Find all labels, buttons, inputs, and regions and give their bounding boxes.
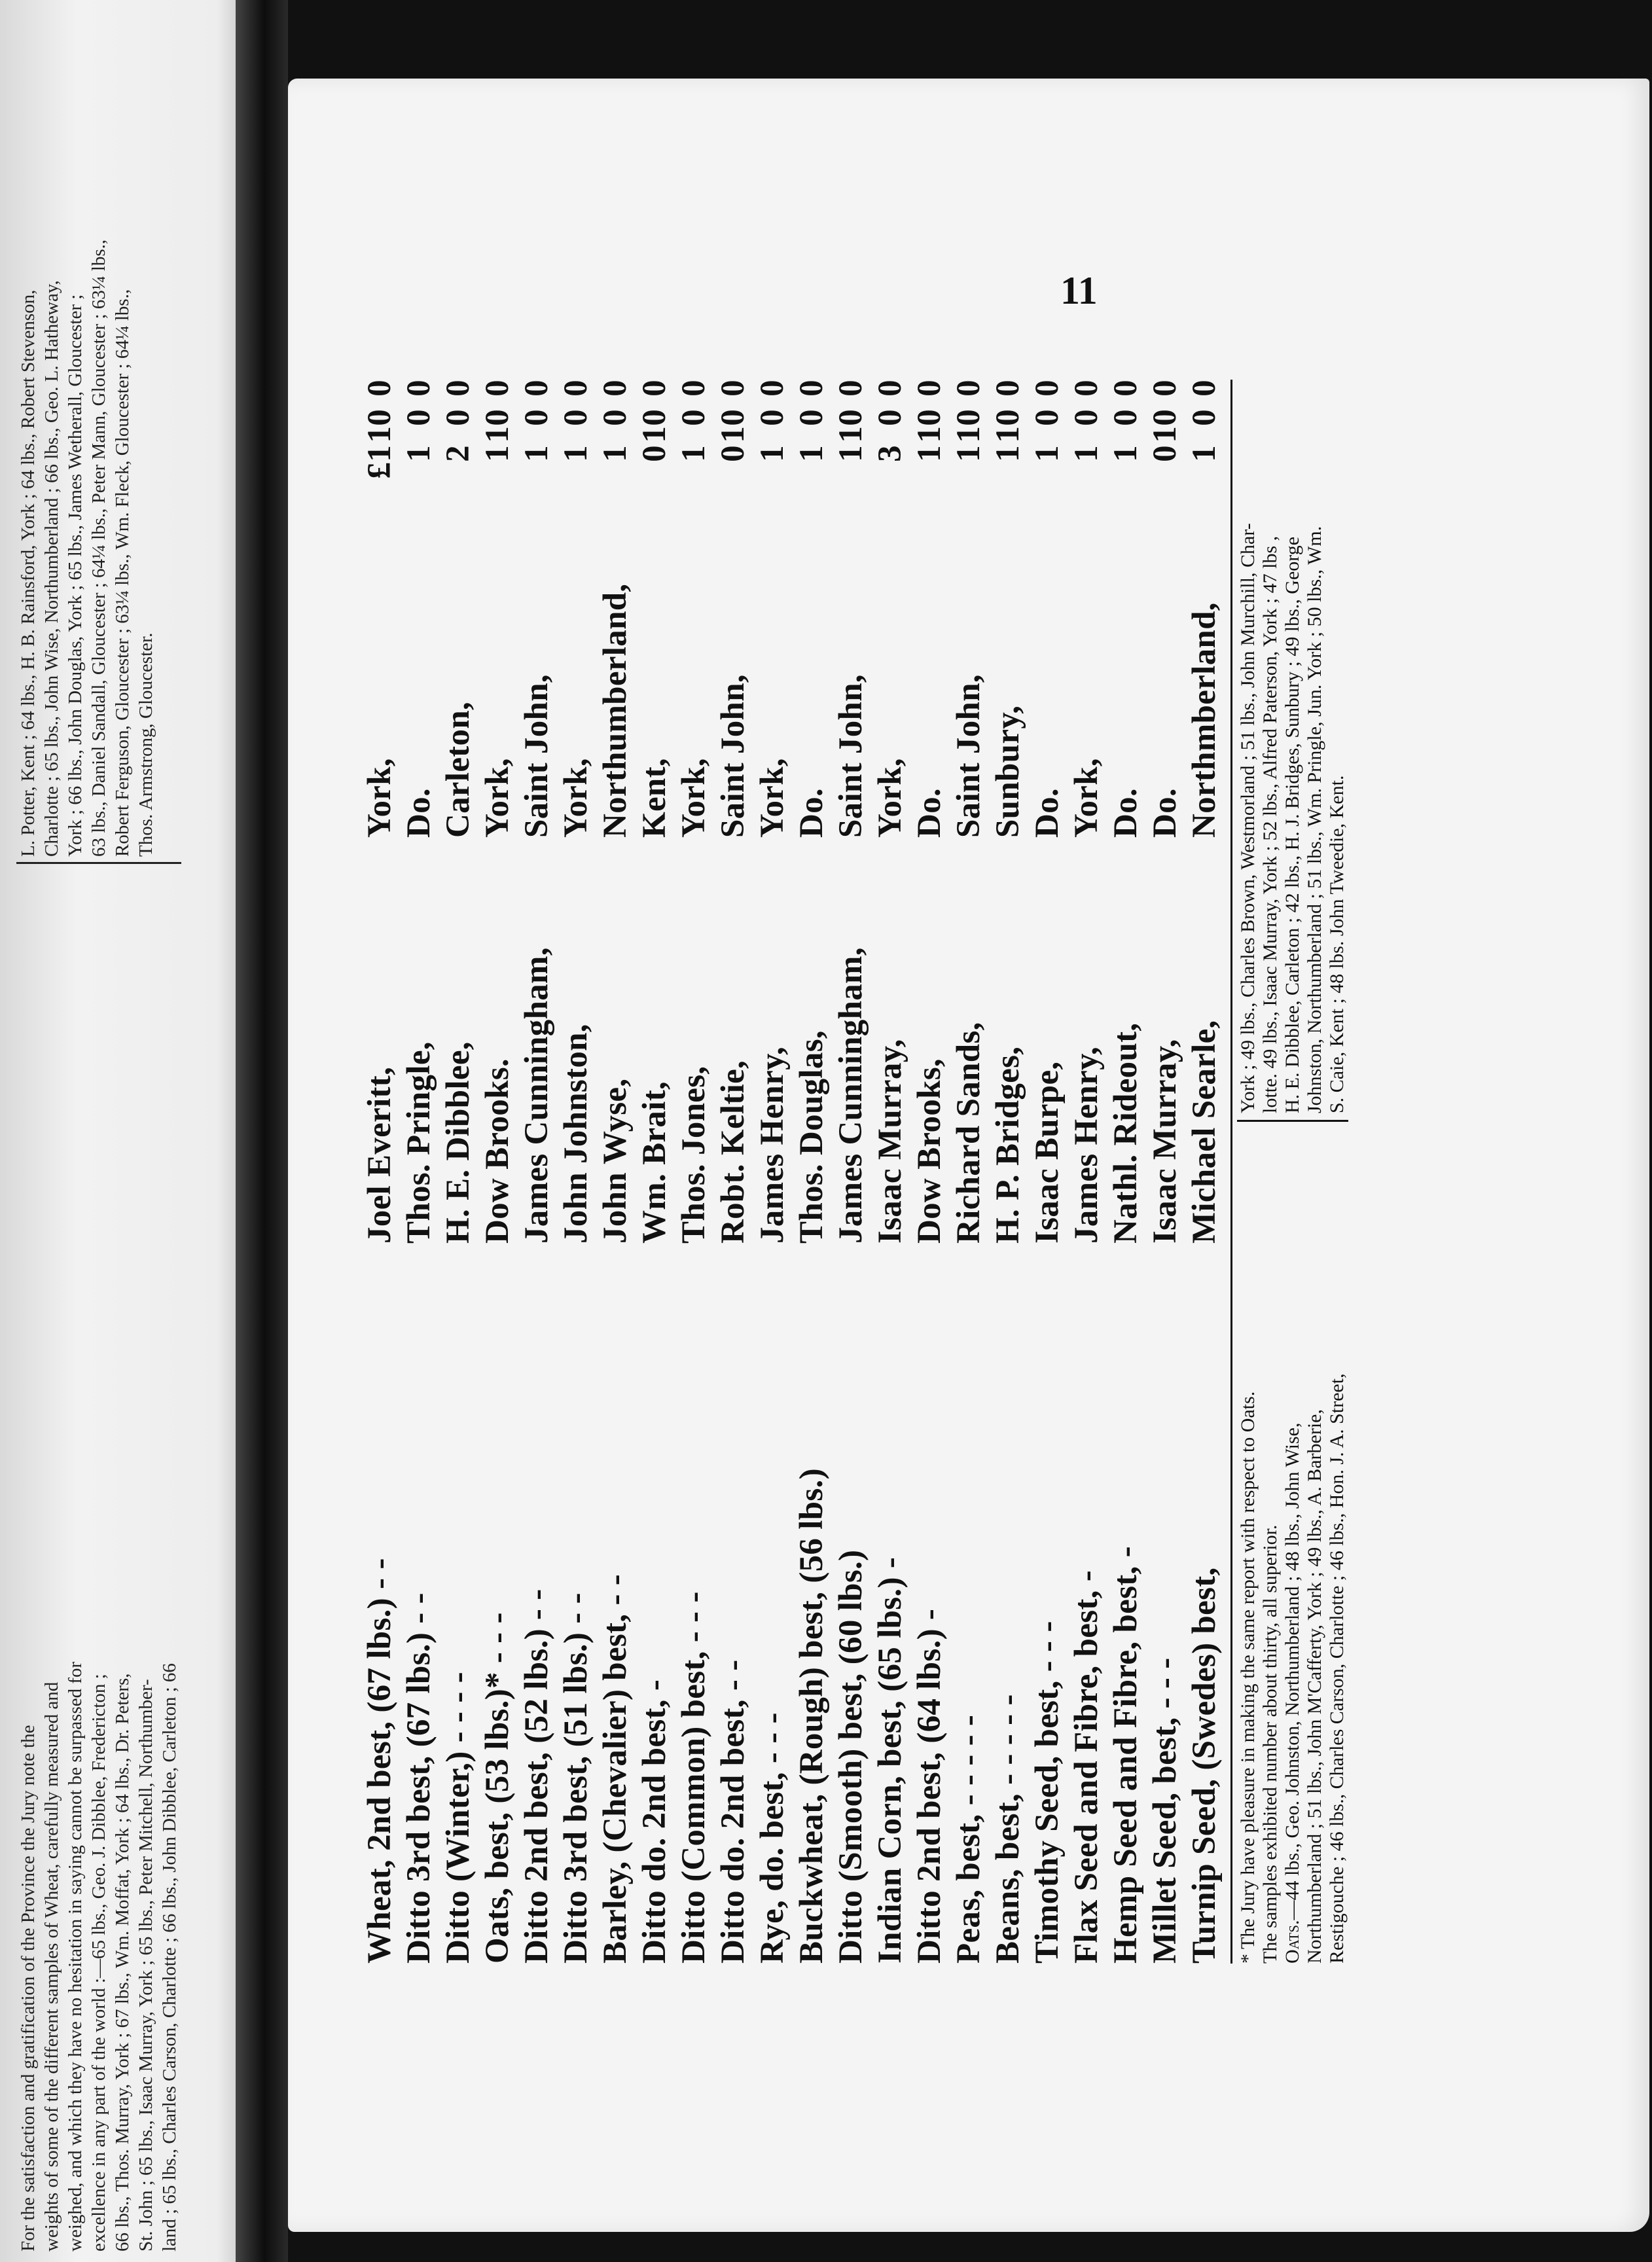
exhibitor-county: Carleton, (440, 701, 476, 838)
footnote-right (1237, 523, 1348, 1120)
exhibitor-name: H. E. Dibblee, (440, 1041, 476, 1244)
left-line: weights of some of the different samples of Wheat, carefully measured and (41, 1681, 62, 2252)
footnote-line: The samples exhibited number about thirty, all superior. (1259, 1524, 1281, 1964)
exhibitor-name: James Henry, (754, 1046, 791, 1244)
footnote-left (1237, 1120, 1348, 1964)
footnote-line: * The Jury have pleasure in making the same report with respect to Oats. (1237, 1391, 1259, 1964)
prize-amount (399, 380, 439, 491)
exhibitor-name: Wm. Brait, (636, 1081, 673, 1244)
exhibitor-name: Isaac Burpe, (1029, 1061, 1066, 1244)
left-line: York ; 66 lbs., John Douglas, York ; 65 lbs., James Wetherall, Gloucester ; (65, 294, 86, 857)
prize-shillings: 10 (636, 409, 673, 443)
prize-row (792, 380, 831, 1964)
prize-pence: 0 (479, 380, 516, 397)
prize-amount (1028, 380, 1067, 491)
prize-row (674, 380, 713, 1964)
prize-pounds: 1 (1068, 445, 1105, 462)
prize-row (399, 380, 439, 1964)
exhibit-item: Indian Corn, best, (65 lbs.) - (872, 1556, 908, 1964)
prize-amount (1145, 380, 1185, 491)
exhibitor-name: Richard Sands, (950, 1022, 987, 1244)
exhibit-item: Ditto (Winter,) - - - - (440, 1672, 476, 1964)
left-line: Thos. Armstrong, Gloucester. (135, 632, 156, 857)
footnote-line: Johnston, Northumberland ; 51 lbs., Wm. Pringle, Jun. York ; 50 lbs., Wm. (1304, 526, 1325, 1113)
left-line: For the satisfaction and gratification of the Province the Jury note the (18, 1725, 39, 2252)
exhibitor-name: James Cunningham, (518, 947, 555, 1244)
exhibitor-county: Kent, (636, 758, 673, 838)
exhibitor-county: Northmberland, (1186, 602, 1223, 838)
prize-row (1106, 380, 1145, 1964)
exhibitor-name: James Henry, (1068, 1046, 1105, 1244)
exhibitor-county: Saint John, (950, 674, 987, 838)
exhibitor-name: Thos. Jones, (675, 1066, 712, 1244)
prize-row (556, 380, 596, 1964)
exhibitor-county: Do. (911, 788, 948, 838)
prize-pounds: 1 (479, 445, 516, 462)
exhibitor-name: Joel Everitt, (361, 1066, 398, 1244)
exhibit-item: Beans, best, - - - - - (990, 1694, 1026, 1964)
exhibitor-county: Northumberland, (597, 583, 634, 838)
left-page-column-b (16, 71, 181, 864)
footnote-line: York ; 49 lbs., Charles Brown, Westmorland ; 51 lbs., John Murchill, Char- (1237, 523, 1259, 1113)
prize-row (713, 380, 753, 1964)
prize-shillings: 10 (950, 409, 987, 443)
prize-pence: 0 (1186, 380, 1223, 397)
footnote-line: Northumberland ; 51 lbs., John M'Cafferty, York ; 49 lbs., A. Barberie, (1304, 1409, 1325, 1964)
exhibit-item: Hemp Seed and Fibre, best, - (1107, 1546, 1144, 1964)
prize-pounds: £1 (361, 445, 398, 479)
exhibitor-county: Do. (401, 788, 437, 838)
prize-amount (910, 380, 949, 491)
prize-amount (988, 380, 1028, 491)
exhibitor-county: Sunbury, (990, 705, 1026, 838)
prize-shillings: 0 (518, 409, 555, 426)
exhibitor-county: Saint John, (715, 674, 751, 838)
prize-pounds: 1 (558, 445, 594, 462)
prize-pence: 0 (950, 380, 987, 397)
left-page (0, 0, 255, 2262)
left-line: land ; 65 lbs., Charles Carson, Charlotte ; 66 lbs., John Dibblee, Carleton ; 66 (159, 1663, 180, 2252)
exhibit-item: Oats, best, (53 lbs.)* - - - (479, 1612, 516, 1964)
prize-pounds: 1 (754, 445, 791, 462)
prize-amount (753, 380, 792, 491)
prize-shillings: 0 (440, 409, 476, 426)
exhibitor-name: James Cunningham, (833, 947, 869, 1244)
prize-shillings: 0 (1068, 409, 1105, 426)
exhibit-item: Millet Seed, best, - - - (1147, 1657, 1183, 1964)
left-line: St. John ; 65 lbs., Isaac Murray, York ; 65 lbs., Peter Mitchell, Northumber- (135, 1679, 156, 2252)
prize-amount (635, 380, 674, 491)
prize-pounds: 1 (1029, 445, 1066, 462)
prize-row (635, 380, 674, 1964)
prize-row (753, 380, 792, 1964)
prize-pence: 0 (675, 380, 712, 397)
exhibit-item: Ditto 3rd best, (67 lbs.) - - (401, 1592, 437, 1964)
prize-shillings: 10 (911, 409, 948, 443)
prize-amount (1106, 380, 1145, 491)
prize-pounds: 1 (401, 445, 437, 462)
page-number: 11 (1060, 269, 1098, 312)
left-line: 63 lbs., Daniel Sandall, Gloucester ; 64¼ lbs., Peter Mann, Gloucester ; 63¼ lbs., (88, 239, 109, 857)
prize-shillings: 0 (1107, 409, 1144, 426)
prize-row (831, 380, 871, 1964)
exhibit-item: Timothy Seed, best, - - - (1029, 1621, 1066, 1964)
exhibitor-name: H. P. Bridges, (990, 1046, 1026, 1244)
rotated-content (360, 340, 1348, 1964)
prize-pence: 0 (1068, 380, 1105, 397)
exhibitor-name: Nathl. Rideout, (1107, 1022, 1144, 1244)
exhibit-item: Ditto (Common) best, - - - (675, 1591, 712, 1964)
exhibit-item: Wheat, 2nd best, (67 lbs.) - - (361, 1558, 398, 1964)
exhibit-item: Ditto do. 2nd best, - - (715, 1659, 751, 1964)
prize-shillings: 0 (558, 409, 594, 426)
prize-shillings: 0 (401, 409, 437, 426)
exhibitor-county: Saint John, (833, 674, 869, 838)
exhibitor-name: Thos. Pringle, (401, 1041, 437, 1244)
exhibitor-county: York, (1068, 758, 1105, 838)
prize-amount (792, 380, 831, 491)
left-page-text (16, 0, 181, 2252)
prize-amount (1067, 380, 1106, 491)
prize-amount (674, 380, 713, 491)
prize-shillings: 10 (361, 409, 398, 443)
prize-pounds: 1 (911, 445, 948, 462)
footnote-line-text: —44 lbs., Geo. Johnston, Northumberland ; 48 lbs., John Wise, (1282, 1422, 1303, 1920)
prize-shillings: 0 (872, 409, 908, 426)
prize-pence: 0 (518, 380, 555, 397)
prize-pence: 0 (1029, 380, 1066, 397)
prize-pounds: 1 (597, 445, 634, 462)
prize-amount (1185, 380, 1224, 491)
exhibitor-name: Robt. Keltie, (715, 1060, 751, 1244)
footnote-line: S. Caie, Kent ; 48 lbs. John Tweedie, Kent. (1326, 775, 1348, 1113)
prize-shillings: 0 (597, 409, 634, 426)
prize-amount (871, 380, 910, 491)
prize-row (988, 380, 1028, 1964)
exhibit-item: Rye, do. best, - - - (754, 1712, 791, 1964)
exhibitor-county: York, (558, 758, 594, 838)
prize-row (949, 380, 988, 1964)
prize-shillings: 10 (479, 409, 516, 443)
footnote-line: lotte. 49 lbs., Isaac Murray, York ; 52 lbs., Alfred Paterson, York ; 47 lbs , (1259, 535, 1281, 1113)
prize-pence: 0 (558, 380, 594, 397)
exhibitor-county: York, (872, 758, 908, 838)
prize-row (871, 380, 910, 1964)
footnote-line: Restigouche ; 46 lbs., Charles Carson, Charlotte ; 46 lbs., Hon. J. A. Street, (1326, 1373, 1348, 1964)
exhibitor-county: Do. (793, 788, 830, 838)
prize-shillings: 0 (1029, 409, 1066, 426)
prize-amount (556, 380, 596, 491)
footnote-line: H. E. Dibblee, Carleton ; 42 lbs., H. J. Bridges, Sunbury ; 49 lbs., George (1282, 536, 1303, 1113)
prize-pence: 0 (793, 380, 830, 397)
prize-row (478, 380, 517, 1964)
prize-row (439, 380, 478, 1964)
exhibit-item: Turnip Seed, (Swedes) best, (1186, 1567, 1223, 1964)
exhibit-item: Ditto 2nd best, (52 lbs.) - - (518, 1589, 555, 1964)
left-line: weighed, and which they have no hesitation in saying cannot be surpassed for (65, 1661, 86, 2252)
prize-amount (949, 380, 988, 491)
exhibitor-name: Dow Brooks. (479, 1058, 516, 1244)
prize-shillings: 10 (1147, 409, 1183, 443)
prize-row (1028, 380, 1067, 1964)
prize-pounds: 1 (793, 445, 830, 462)
left-line: excellence in any part of the world :—65 lbs., Geo. J. Dibblee, Fredericton ; (88, 1674, 109, 2252)
prize-shillings: 10 (715, 409, 751, 443)
exhibitor-name: Thos. Douglas, (793, 1030, 830, 1244)
prize-pounds: 1 (675, 445, 712, 462)
prize-amount (439, 380, 478, 491)
exhibitor-county: Saint John, (518, 674, 555, 838)
prize-pounds: 1 (1107, 445, 1144, 462)
left-line: Robert Ferguson, Gloucester ; 63¼ lbs., Wm. Fleck, Gloucester ; 64¼ lbs., (112, 289, 133, 857)
exhibitor-name: Isaac Murray, (872, 1039, 908, 1244)
prize-pounds: 1 (990, 445, 1026, 462)
exhibitor-name: Michael Searle, (1186, 1020, 1223, 1244)
left-line: Charlotte ; 65 lbs., John Wise, Northumberland ; 66 lbs., Geo. L. Hatheway, (41, 280, 62, 857)
footnote (1237, 380, 1348, 1964)
right-page (288, 79, 1649, 2232)
prize-pounds: 1 (833, 445, 869, 462)
prize-pence: 0 (990, 380, 1026, 397)
prize-row (1185, 380, 1224, 1964)
exhibit-item: Ditto do. 2nd best, - (636, 1679, 673, 1964)
footnote-line (1282, 1126, 1304, 1964)
exhibitor-name: Dow Brooks, (911, 1058, 948, 1244)
prize-shillings: 0 (754, 409, 791, 426)
exhibitor-name: John Wyse, (597, 1078, 634, 1244)
prize-pence: 0 (833, 380, 869, 397)
prize-shillings: 10 (990, 409, 1026, 443)
book-gutter (236, 0, 288, 2262)
prize-pence: 0 (636, 380, 673, 397)
exhibit-item: Buckwheat, (Rough) best, (56 lbs.) (793, 1468, 830, 1964)
exhibitor-county: York, (675, 758, 712, 838)
prize-pence: 0 (754, 380, 791, 397)
prize-pounds: 0 (1147, 445, 1183, 462)
prize-pounds: 3 (872, 445, 908, 462)
prize-row (910, 380, 949, 1964)
exhibitor-county: York, (479, 758, 516, 838)
prize-pounds: 1 (950, 445, 987, 462)
prize-pounds: 0 (715, 445, 751, 462)
prize-amount (360, 380, 399, 491)
exhibitor-county: Do. (1107, 788, 1144, 838)
prize-amount (713, 380, 753, 491)
prize-row (517, 380, 556, 1964)
prize-pence: 0 (597, 380, 634, 397)
exhibitor-county: York, (754, 758, 791, 838)
prize-amount (517, 380, 556, 491)
oats-label: Oats. (1282, 1920, 1303, 1964)
prize-pence: 0 (911, 380, 948, 397)
exhibit-item: Peas, best, - - - - - (950, 1714, 987, 1964)
prize-shillings: 0 (793, 409, 830, 426)
prize-pounds: 1 (518, 445, 555, 462)
exhibit-item: Ditto 2nd best, (64 lbs.) - (911, 1608, 948, 1964)
left-line: L. Potter, Kent ; 64 lbs., H. B. Rainsford, York ; 64 lbs., Robert Stevenson, (18, 289, 39, 857)
exhibit-item: Barley, (Chevalier) best, - - (597, 1573, 634, 1964)
prize-pence: 0 (401, 380, 437, 397)
prize-amount (478, 380, 517, 491)
prize-pence: 0 (715, 380, 751, 397)
exhibitor-county: Do. (1029, 788, 1066, 838)
prize-pounds: 0 (636, 445, 673, 462)
left-line: 66 lbs., Thos. Murray, York ; 67 lbs., Wm. Moffat, York ; 64 lbs., Dr. Peters, (112, 1673, 133, 2252)
prize-pence: 0 (1107, 380, 1144, 397)
exhibitor-name: John Johnston, (558, 1024, 594, 1244)
prize-amount (596, 380, 635, 491)
prize-row (360, 380, 399, 1964)
prize-pence: 0 (440, 380, 476, 397)
prize-table (360, 380, 1224, 1964)
exhibit-item: Ditto 3rd best, (51 lbs.) - - (558, 1592, 594, 1964)
prize-pounds: 2 (440, 445, 476, 462)
prize-pounds: 1 (1186, 445, 1223, 462)
prize-shillings: 0 (675, 409, 712, 426)
footnote-rule (1230, 380, 1232, 1964)
exhibitor-name: Isaac Murray, (1147, 1039, 1183, 1244)
left-page-column-a (16, 864, 181, 2252)
exhibit-item: Ditto (Smooth) best, (60 lbs.) (833, 1549, 869, 1964)
prize-pence: 0 (872, 380, 908, 397)
prize-row (596, 380, 635, 1964)
prize-row (1145, 380, 1185, 1964)
exhibit-item: Flax Seed and Fibre, best, - (1068, 1570, 1105, 1964)
prize-pence: 0 (361, 380, 398, 397)
prize-row (1067, 380, 1106, 1964)
exhibitor-county: Do. (1147, 788, 1183, 838)
prize-pence: 0 (1147, 380, 1183, 397)
prize-shillings: 10 (833, 409, 869, 443)
prize-amount (831, 380, 871, 491)
exhibitor-county: York, (361, 758, 398, 838)
prize-shillings: 0 (1186, 409, 1223, 426)
